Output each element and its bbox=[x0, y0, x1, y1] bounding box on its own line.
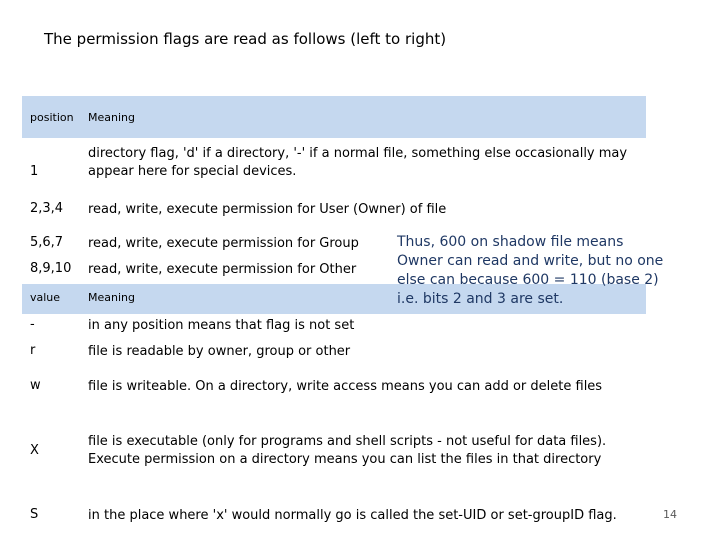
table2-row-2-meaning: file is readable by owner, group or other bbox=[88, 344, 351, 359]
table1-row-1-meaning bbox=[88, 145, 648, 181]
note-line-1: Thus, 600 on shadow file means bbox=[397, 234, 624, 250]
table1-row-3-meaning: read, write, execute permission for Group bbox=[88, 236, 359, 251]
note-line-4: i.e. bits 2 and 3 are set. bbox=[397, 291, 564, 307]
table2-row-4-meaning-line1: file is executable (only for programs and shell scripts - not useful for data files). bbox=[88, 434, 607, 449]
table2-row-3-value: w bbox=[30, 378, 41, 393]
table2-row-1-value: - bbox=[30, 317, 35, 332]
table2-row-1-meaning: in any position means that flag is not set bbox=[88, 318, 355, 333]
table1-row-1-meaning-line2: appear here for special devices. bbox=[88, 164, 297, 179]
table2-row-4-value: X bbox=[30, 443, 39, 458]
table2-header-meaning: Meaning bbox=[88, 291, 135, 304]
table1-row-2-position: 2,3,4 bbox=[30, 201, 64, 216]
table1-header-meaning: Meaning bbox=[88, 111, 135, 124]
shadow-file-note bbox=[397, 233, 697, 309]
table2-row-4-meaning-line2: Execute permission on a directory means you can list the files in that directory bbox=[88, 452, 602, 467]
table1-row-2-meaning: read, write, execute permission for User (Owner) of file bbox=[88, 202, 447, 217]
table2-row-5-meaning: in the place where 'x' would normally go is called the set-UID or set-groupID flag. bbox=[88, 508, 617, 523]
table1-row-4-position: 8,9,10 bbox=[30, 261, 72, 276]
table1-row-4-meaning: read, write, execute permission for Other bbox=[88, 262, 357, 277]
page-number: 14 bbox=[663, 508, 677, 521]
slide-title: The permission flags are read as follows (left to right) bbox=[44, 30, 447, 48]
table2-row-2-value: r bbox=[30, 343, 36, 358]
table1-row-3-position: 5,6,7 bbox=[30, 235, 64, 250]
table1-row-1-position: 1 bbox=[30, 164, 39, 179]
note-line-3: else can because 600 = 110 (base 2) bbox=[397, 272, 659, 288]
note-line-2: Owner can read and write, but no one bbox=[397, 253, 664, 269]
table1-row-1-meaning-line1: directory flag, 'd' if a directory, '-' if a normal file, something else occasionally may bbox=[88, 146, 628, 161]
table2-row-4-meaning bbox=[88, 433, 648, 469]
table2-header-value: value bbox=[30, 291, 61, 304]
table1-header-position: position bbox=[30, 111, 74, 124]
table2-row-3-meaning: file is writeable. On a directory, write access means you can add or delete files bbox=[88, 379, 603, 394]
table2-row-5-value: S bbox=[30, 507, 39, 522]
